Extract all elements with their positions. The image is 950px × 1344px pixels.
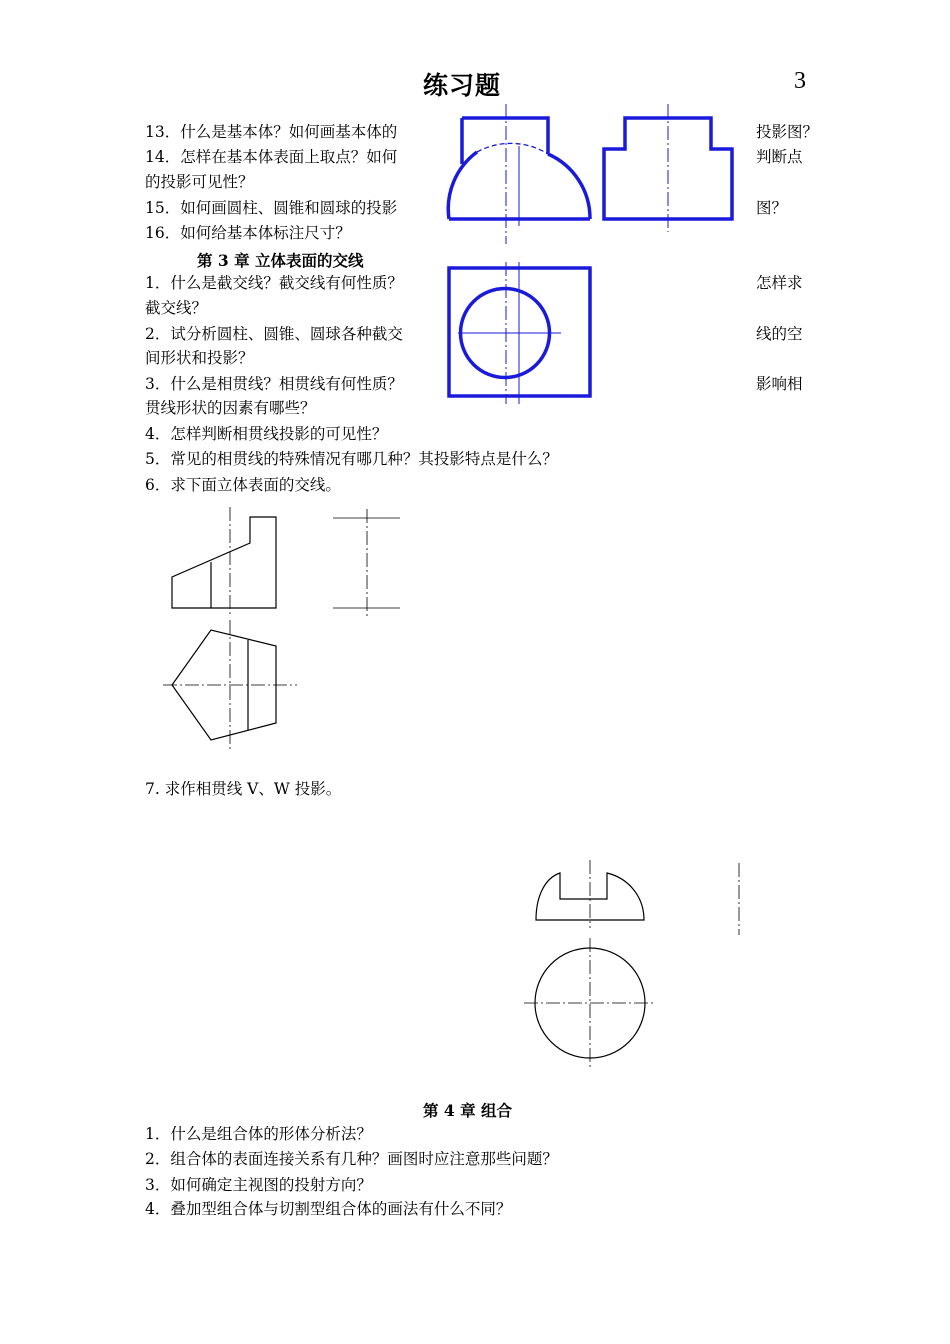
ch3-question-2-part1: 2．试分析圆柱、圆锥、圆球各种截交	[145, 325, 403, 343]
ch3-question-1-part2: 怎样求	[756, 274, 803, 292]
top-view-drawing	[449, 262, 590, 404]
ch4-question-1: 1．什么是组合体的形体分析法？	[145, 1125, 372, 1143]
ch3-question-5: 5．常见的相贯线的特殊情况有哪几种？其投影特点是什么？	[145, 450, 558, 468]
question-14-part2: 判断点	[756, 148, 803, 166]
side-view-drawing	[604, 104, 732, 232]
ch3-question-1-part3: 截交线？	[145, 299, 208, 317]
q6-side-view-frame	[333, 509, 400, 616]
ch4-question-4: 4．叠加型组合体与切割型组合体的画法有什么不同？	[145, 1200, 512, 1218]
page-title: 练习题	[423, 71, 502, 100]
ch3-question-3-part3: 贯线形状的因素有哪些？	[145, 399, 316, 417]
chapter-4-heading: 第 4 章 组合	[423, 1101, 512, 1120]
ch3-question-3-part1: 3．什么是相贯线？相贯线有何性质？	[145, 375, 403, 393]
ch4-question-2: 2．组合体的表面连接关系有几种？画图时应注意那些问题？	[145, 1150, 558, 1168]
question-15-part1: 15．如何画圆柱、圆锥和圆球的投影	[145, 199, 398, 217]
ch3-question-7: 7. 求作相贯线 V、W 投影。	[145, 780, 342, 798]
question-14-part3: 的投影可见性？	[145, 173, 254, 191]
question-15-part2: 图？	[756, 199, 788, 217]
ch3-question-2-part3: 间形状和投影？	[145, 349, 254, 367]
ch3-question-6: 6．求下面立体表面的交线。	[145, 476, 341, 494]
question-16: 16．如何给基本体标注尺寸？	[145, 224, 351, 242]
ch3-question-3-part2: 影响相	[756, 375, 803, 393]
q7-top-view	[524, 938, 656, 1068]
q6-top-view	[163, 620, 297, 750]
front-view-drawing	[448, 104, 590, 244]
ch3-question-2-part2: 线的空	[756, 325, 803, 343]
question-14-part1: 14．怎样在基本体表面上取点？如何	[145, 148, 398, 166]
ch3-question-1-part1: 1．什么是截交线？截交线有何性质？	[145, 274, 403, 292]
chapter-3-heading: 第 3 章 立体表面的交线	[197, 251, 364, 270]
page-number: 3	[794, 68, 806, 94]
q6-front-view	[172, 507, 276, 614]
question-13-part1: 13．什么是基本体？如何画基本体的	[145, 123, 398, 141]
ch3-question-4: 4．怎样判断相贯线投影的可见性？	[145, 425, 388, 443]
q7-front-view	[536, 860, 644, 928]
question-13-part2: 投影图？	[756, 123, 819, 141]
ch4-question-3: 3．如何确定主视图的投射方向？	[145, 1176, 372, 1194]
